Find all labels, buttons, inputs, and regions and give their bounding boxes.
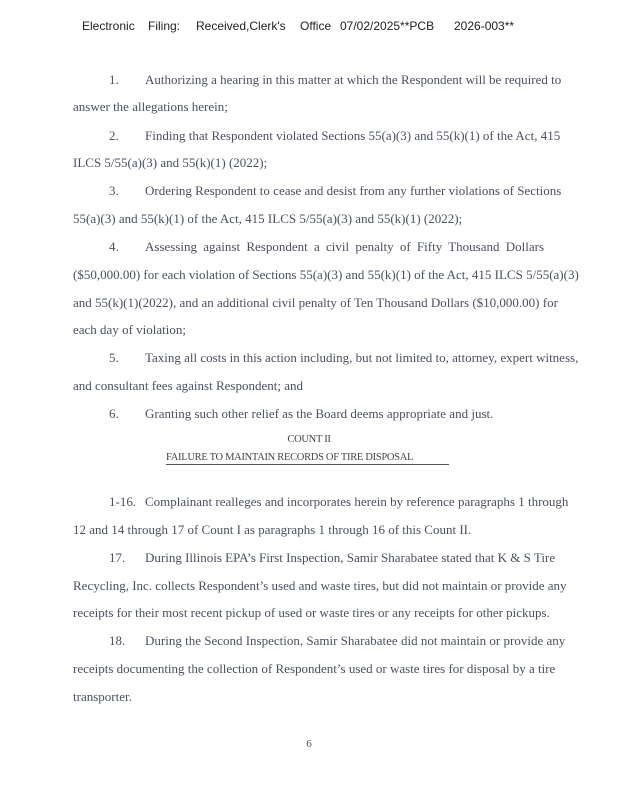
header-electronic: Electronic — [82, 19, 135, 33]
header-date: 07/02/2025**PCB — [340, 19, 435, 33]
item-number: 1-16. — [109, 494, 137, 509]
item-text: answer the allegations herein; — [73, 99, 228, 114]
item-text: Recycling, Inc. collects Respondent’s used and waste tires, but did not maintain or provide any — [73, 578, 567, 593]
item-text: Authorizing a hearing in this matter at which the Respondent will be required to — [145, 72, 562, 87]
item-number: 17. — [109, 550, 126, 565]
item-text: Complainant realleges and incorporates herein by reference paragraphs 1 through — [145, 494, 569, 509]
count-subtitle: FAILURE TO MAINTAIN RECORDS OF TIRE DISPOSAL — [166, 452, 449, 465]
header-docket: 2026-003** — [454, 19, 515, 33]
header-received: Received,Clerk's — [196, 19, 286, 33]
item-text: Ordering Respondent to cease and desist from any further violations of Sections — [145, 183, 562, 198]
item-text: receipts for their most recent pickup of used or waste tires or any receipts for other pickups. — [73, 605, 550, 620]
item-number: 18. — [109, 633, 126, 648]
item-text: During the Second Inspection, Samir Sharabatee did not maintain or provide any — [145, 633, 566, 648]
item-number: 3. — [109, 183, 119, 198]
item-text: 12 and 14 through 17 of Count I as paragraphs 1 through 16 of this Count II. — [73, 522, 472, 537]
item-text: ILCS 5/55(a)(3) and 55(k)(1) (2022); — [73, 155, 268, 170]
header-office: Office — [300, 19, 332, 33]
item-text: transporter. — [73, 689, 132, 704]
item-text: and 55(k)(1)(2022), and an additional civil penalty of Ten Thousand Dollars ($10,000.00) for — [73, 295, 558, 310]
item-text: 55(a)(3) and 55(k)(1) of the Act, 415 ILCS 5/55(a)(3) and 55(k)(1) (2022); — [73, 211, 463, 226]
item-text: ($50,000.00) for each violation of Sections 55(a)(3) and 55(k)(1) of the Act, 415 ILCS 5/55(a)(3) — [73, 267, 579, 282]
page-number: 6 — [306, 738, 312, 750]
header-filing: Filing: — [148, 19, 181, 33]
item-text: Taxing all costs in this action including, but not limited to, attorney, expert witness, — [145, 350, 579, 365]
item-number: 4. — [109, 239, 119, 254]
item-text: Finding that Respondent violated Sections 55(a)(3) and 55(k)(1) of the Act, 415 — [145, 128, 561, 143]
item-number: 5. — [109, 350, 119, 365]
item-text: Assessing against Respondent a civil penalty of Fifty Thousand Dollars — [145, 239, 545, 254]
item-text: each day of violation; — [73, 322, 186, 337]
item-text: and consultant fees against Respondent; and — [73, 378, 303, 393]
item-text: Granting such other relief as the Board deems appropriate and just. — [145, 406, 494, 421]
item-number: 2. — [109, 128, 119, 143]
count-title: COUNT II — [287, 434, 331, 445]
item-text: During Illinois EPA’s First Inspection, Samir Sharabatee stated that K & S Tire — [145, 550, 556, 565]
item-number: 1. — [109, 72, 119, 87]
item-text: receipts documenting the collection of Respondent’s used or waste tires for disposal by a tire — [73, 661, 556, 676]
item-number: 6. — [109, 406, 119, 421]
